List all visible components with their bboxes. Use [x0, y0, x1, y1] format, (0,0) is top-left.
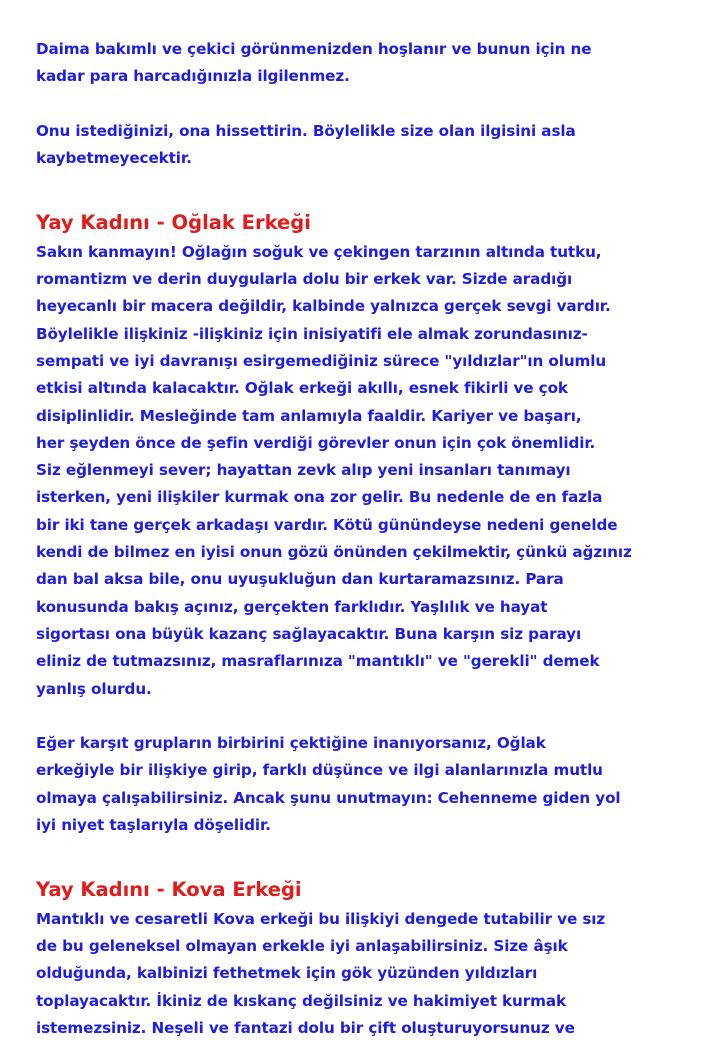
- text-line: bir iki tane gerçek arkadaşı vardır. Kötü günündeyse nedeni genelde: [36, 515, 618, 534]
- section-heading: Yay Kadını - Oğlak Erkeği: [36, 210, 311, 234]
- text-line: Böylelikle ilişkiniz -ilişkiniz için inisiyatifi ele almak zorundasınız-: [36, 324, 588, 343]
- text-line: Onu istediğinizi, ona hissettirin. Böylelikle size olan ilgisini asla: [36, 121, 576, 140]
- text-line: istemezsiniz. Neşeli ve fantazi dolu bir çift oluşturuyorsunuz ve: [36, 1018, 575, 1037]
- text-line: de bu geleneksel olmayan erkekle iyi anlaşabilirsiniz. Size âşık: [36, 936, 568, 955]
- section-oglak: [36, 206, 696, 840]
- document-page: [36, 36, 696, 1042]
- text-line: kendi de bilmez en iyisi onun gözü önünden çekilmektir, çünkü ağzınız: [36, 543, 632, 562]
- text-line: kaybetmeyecektir.: [36, 149, 192, 168]
- intro-paragraph: [36, 36, 696, 91]
- text-line: olmaya çalışabilirsiniz. Ancak şunu unutmayın: Cehenneme giden yol: [36, 788, 621, 807]
- text-line: disiplinlidir. Mesleğinde tam anlamıyla faaldir. Kariyer ve başarı,: [36, 406, 582, 425]
- section-heading: Yay Kadını - Kova Erkeği: [36, 877, 302, 901]
- section-paragraph: [36, 239, 696, 703]
- text-line: sempati ve iyi davranışı esirgemediğiniz sürece "yıldızlar"ın olumlu: [36, 351, 607, 370]
- text-line: kadar para harcadığınızla ilgilenmez.: [36, 67, 350, 86]
- text-line: Eğer karşıt grupların birbirini çektiğine inanıyorsanız, Oğlak: [36, 734, 546, 753]
- text-line: Mantıklı ve cesaretli Kova erkeği bu ilişkiyi dengede tutabilir ve sız: [36, 909, 606, 928]
- paragraph-gap: [36, 172, 696, 199]
- text-line: yanlış olurdu.: [36, 679, 152, 698]
- text-line: dan bal aksa bile, onu uyuşukluğun dan kurtaramazsınız. Para: [36, 570, 564, 589]
- text-line: konusunda bakış açınız, gerçekten farklıdır. Yaşlılık ve hayat: [36, 597, 548, 616]
- text-line: Sakın kanmayın! Oğlağın soğuk ve çekingen tarzının altında tutku,: [36, 242, 602, 261]
- intro-paragraph: [36, 118, 696, 173]
- text-line: romantizm ve derin duygularla dolu bir erkek var. Sizde aradığı: [36, 270, 573, 289]
- text-line: erkeğiyle bir ilişkiye girip, farklı düşünce ve ilgi alanlarınızla mutlu: [36, 761, 603, 780]
- text-line: Siz eğlenmeyi sever; hayattan zevk alıp yeni insanları tanımayı: [36, 461, 571, 480]
- text-line: iyi niyet taşlarıyla döşelidir.: [36, 816, 271, 835]
- text-line: Daima bakımlı ve çekici görünmenizden hoşlanır ve bunun için ne: [36, 40, 592, 58]
- text-line: toplayacaktır. İkiniz de kıskanç değilsiniz ve hakimiyet kurmak: [36, 991, 567, 1010]
- text-line: eliniz de tutmazsınız, masraflarınıza "mantıklı" ve "gerekli" demek: [36, 652, 600, 671]
- text-line: etkisi altında kalacaktır. Oğlak erkeği akıllı, esnek fikirli ve çok: [36, 379, 568, 398]
- text-line: olduğunda, kalbinizi fethetmek için gök yüzünden yıldızları: [36, 964, 538, 983]
- section-kova: [36, 873, 696, 1042]
- text-line: isterken, yeni ilişkiler kurmak ona zor gelir. Bu nedenle de en fazla: [36, 488, 603, 507]
- text-line: her şeyden önce de şefin verdiği görevler onun için çok önemlidir.: [36, 433, 596, 452]
- text-line: sigortası ona büyük kazanç sağlayacaktır. Buna karşın siz parayı: [36, 624, 582, 643]
- section-paragraph: [36, 906, 696, 1042]
- paragraph-gap: [36, 91, 696, 118]
- paragraph-gap: [36, 839, 696, 866]
- section-paragraph: [36, 730, 696, 839]
- paragraph-gap: [36, 703, 696, 730]
- text-line: heyecanlı bir macera değildir, kalbinde yalnızca gerçek sevgi vardır.: [36, 297, 611, 316]
